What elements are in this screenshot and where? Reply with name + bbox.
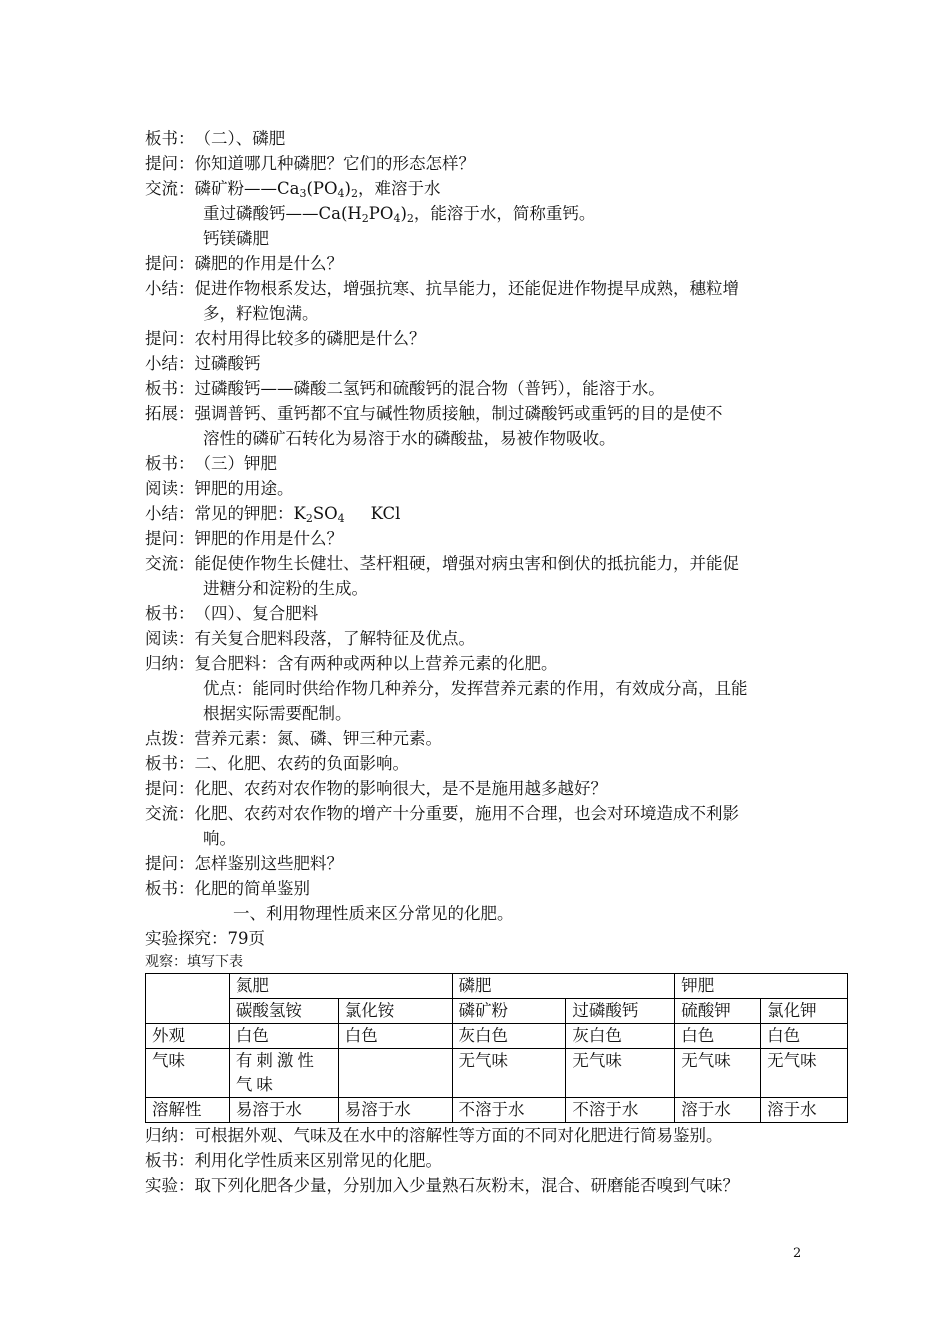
table-cell: 不溶于水 [452,1098,566,1123]
table-cell [338,1049,452,1098]
document-body [145,126,825,1198]
table-header-cell: 磷矿粉 [452,999,566,1024]
text-line: 板书： （四）、复合肥料 [145,604,319,623]
table-row [146,1024,848,1049]
table-cell: 易溶于水 [338,1098,452,1123]
table-cell: 白色 [229,1024,338,1049]
table-header-cell: 氯化钾 [761,999,848,1024]
text-line: 归纳： 可根据外观、气味及在水中的溶解性等方面的不同对化肥进行简易鉴别。 [145,1126,723,1145]
table-cell: 白色 [675,1024,761,1049]
table-cell: 溶于水 [761,1098,848,1123]
text-line: 提问： 化肥、农药对农作物的影响很大，是不是施用越多越好？ [145,779,607,798]
table-row [146,974,848,999]
table-row [146,999,848,1024]
text-line: 阅读： 有关复合肥料段落，了解特征及优点。 [145,629,475,648]
text-line: 小结： 过磷酸钙 [145,354,261,373]
text-line: 提问： 钾肥的作用是什么？ [145,529,343,548]
text-line: 拓展： 强调普钙、重钙都不宜与碱性物质接触，制过磷酸钙或重钙的目的是使不 [145,404,723,423]
text-line: 板书： 过磷酸钙——磷酸二氢钙和硫酸钙的混合物（普钙），能溶于水。 [145,379,665,398]
table-group-header: 钾肥 [675,974,848,999]
page-number: 2 [793,1246,802,1261]
table-header-cell: 氯化铵 [338,999,452,1024]
text-line: 板书： 二、化肥、农药的负面影响。 [145,754,409,773]
table-row-label: 溶解性 [146,1098,230,1123]
text-line: 交流： 化肥、农药对农作物的增产十分重要，施用不合理，也会对环境造成不利影 [145,804,739,823]
table-cell: 溶于水 [675,1098,761,1123]
table-header-cell: 碳酸氢铵 [229,999,338,1024]
sub-heading: 一、利用物理性质来区分常见的化肥。 [233,904,514,923]
table-cell: 灰白色 [452,1024,566,1049]
text-line: 钙镁磷肥 [203,229,269,248]
fertilizer-table [145,973,848,1123]
table-row-label: 气味 [146,1049,230,1098]
table-row-label: 外观 [146,1024,230,1049]
text-line: 提问： 你知道哪几种磷肥？它们的形态怎样？ [145,154,475,173]
formula-line: 重过磷酸钙$——Ca(H_2PO_4)_2$，能溶于水，简称重钙。 [203,204,596,225]
table-row [146,1098,848,1123]
table-cell: 无气味 [452,1049,566,1098]
table-header-cell: 硫酸钾 [675,999,761,1024]
text-line: 板书： 化肥的简单鉴别 [145,879,310,898]
table-row [146,1049,848,1098]
text-line: 归纳： 复合肥料：含有两种或两种以上营养元素的化肥。 [145,654,558,673]
observe-caption: 观察：填写下表 [145,954,243,970]
table-cell: 无气味 [761,1049,848,1098]
table-cell: 白色 [761,1024,848,1049]
text-continuation: 根据实际需要配制。 [203,704,352,723]
text-continuation: 优点：能同时供给作物几种养分，发挥营养元素的作用，有效成分高，且能 [203,679,748,698]
formula-line: 小结： 常见的钾肥：$K_2SO_4$ KCl [145,504,401,525]
text-line: 板书： （二）、磷肥 [145,129,286,148]
text-continuation: 进糖分和淀粉的生成。 [203,579,368,598]
formula-line: 交流： 磷矿粉$——Ca_3(PO_4)_2$，难溶于水 [145,179,441,200]
text-line: 小结： 促进作物根系发达，增强抗寒、抗旱能力，还能促进作物提早成熟，穗粒增 [145,279,739,298]
text-continuation: 溶性的磷矿石转化为易溶于水的磷酸盐，易被作物吸收。 [203,429,616,448]
table-group-header: 氮肥 [229,974,452,999]
text-line: 板书： （三）钾肥 [145,454,277,473]
text-line: 提问： 农村用得比较多的磷肥是什么？ [145,329,426,348]
text-line: 板书： 利用化学性质来区别常见的化肥。 [145,1151,442,1170]
text-line: 实验： 取下列化肥各少量，分别加入少量熟石灰粉末，混合、研磨能否嗅到气味？ [145,1176,739,1195]
table-cell: 白色 [338,1024,452,1049]
table-corner [146,974,230,1024]
text-line: 提问： 磷肥的作用是什么？ [145,254,343,273]
text-line: 交流： 能促使作物生长健壮、茎杆粗硬，增强对病虫害和倒伏的抵抗能力，并能促 [145,554,739,573]
text-line: 阅读： 钾肥的用途。 [145,479,294,498]
table-cell: 易溶于水 [229,1098,338,1123]
text-line: 点拨： 营养元素：氮、磷、钾三种元素。 [145,729,442,748]
text-line: 提问： 怎样鉴别这些肥料？ [145,854,343,873]
table-cell: 灰白色 [566,1024,675,1049]
table-header-cell: 过磷酸钙 [566,999,675,1024]
text-continuation: 响。 [203,829,236,848]
table-cell: 不溶于水 [566,1098,675,1123]
text-continuation: 多，籽粒饱满。 [203,304,319,323]
table-group-header: 磷肥 [452,974,675,999]
table-cell: 无气味 [566,1049,675,1098]
experiment-line: 实验探究：79页 [145,929,265,948]
table-cell: 有刺激性气味 [229,1049,338,1098]
table-cell: 无气味 [675,1049,761,1098]
